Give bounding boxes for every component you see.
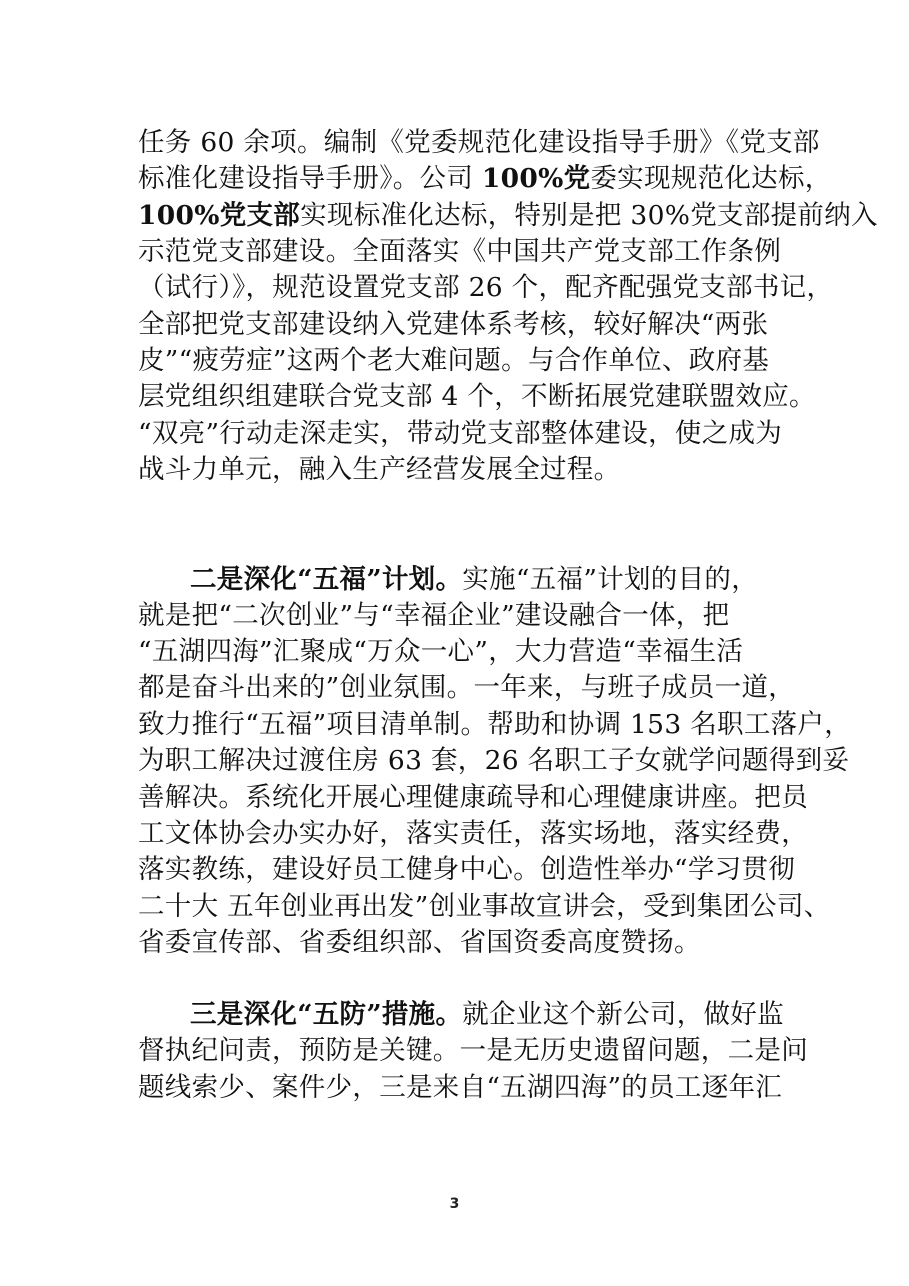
text-line <box>138 452 788 488</box>
text-run: （试行）》，规范设置党支部 26 个，配齐配强党支部书记， <box>138 272 834 303</box>
text-run: 示范党支部建设。全面落实《中国共产党支部工作条例 <box>138 236 782 267</box>
text-run: 督执纪问责，预防是关键。一是无历史遗留问题，二是问 <box>138 1035 808 1066</box>
text-run: 工文体协会办实办好，落实责任，落实场地，落实经费， <box>138 818 808 849</box>
text-line <box>138 198 878 234</box>
text-line <box>138 343 788 379</box>
text-line <box>138 1070 788 1106</box>
text-run: 战斗力单元，融入生产经营发展全过程。 <box>138 454 621 485</box>
text-run: 层党组织组建联合党支部 4 个，不断拓展党建联盟效应。 <box>138 381 816 412</box>
text-run: 全部把党支部建设纳入党建体系考核，较好解决“两张 <box>138 309 769 340</box>
text-line <box>138 925 788 961</box>
text-line <box>138 379 816 415</box>
text-run: 二十大 五年创业再出发”创业事故宣讲会，受到集团公司、 <box>138 891 831 922</box>
text-line <box>138 416 788 452</box>
text-run: 致力推行“五福”项目清单制。帮助和协调 153 名职工落户， <box>138 709 852 740</box>
text-run: 任务 60 余项。编制《党委规范化建设指导手册》《党支部 <box>138 127 820 158</box>
text-run: 皮”“疲劳症”这两个老大难问题。与合作单位、政府基 <box>138 345 770 376</box>
text-run: 实施“五福”计划的目的， <box>462 564 758 595</box>
paragraph-first-line <box>190 997 840 1033</box>
page-number: 3 <box>449 1196 460 1212</box>
bold-text: 100%党 <box>481 163 591 194</box>
text-line <box>138 743 850 779</box>
text-line <box>138 161 832 197</box>
paragraph-first-line <box>190 562 840 598</box>
text-run: “双亮”行动走深走实，带动党支部整体建设，使之成为 <box>138 418 783 449</box>
text-run: 就是把“二次创业”与“幸福企业”建设融合一体，把 <box>138 600 730 631</box>
text-line <box>138 780 808 816</box>
text-run: 善解决。系统化开展心理健康疏导和心理健康讲座。把员 <box>138 782 808 813</box>
text-run: 实现标准化达标，特别是把 30%党支部提前纳入 <box>300 200 878 231</box>
text-run: 为职工解决过渡住房 63 套，26 名职工子女就学问题得到妥 <box>138 745 850 776</box>
text-run: 就企业这个新公司，做好监 <box>462 999 784 1030</box>
text-line <box>138 307 788 343</box>
text-run: “五湖四海”汇聚成“万众一心”，大力营造“幸福生活 <box>138 636 744 667</box>
text-line <box>138 670 796 706</box>
text-line <box>138 598 788 634</box>
text-run: 题线索少、案件少，三是来自“五湖四海”的员工逐年汇 <box>138 1072 783 1103</box>
bold-text: 三是深化“五防”措施。 <box>190 999 463 1030</box>
text-line <box>138 270 834 306</box>
text-line <box>138 816 808 852</box>
text-line <box>138 234 788 270</box>
text-run: 落实教练，建设好员工健身中心。创造性举办“学习贯彻 <box>138 854 796 885</box>
text-run: 省委宣传部、省委组织部、省国资委高度赞扬。 <box>138 927 701 958</box>
text-line <box>138 1033 808 1069</box>
text-run: 标准化建设指导手册》。公司 <box>138 163 482 194</box>
text-line <box>138 852 796 888</box>
bold-text: 100%党支部 <box>138 200 301 231</box>
text-run: 都是奋斗出来的”创业氛围。一年来，与班子成员一道， <box>138 672 796 703</box>
text-line <box>138 707 852 743</box>
text-line <box>138 125 820 161</box>
text-line <box>138 634 788 670</box>
text-line <box>138 889 831 925</box>
text-run: 委实现规范化达标， <box>590 163 832 194</box>
bold-text: 二是深化“五福”计划。 <box>190 564 463 595</box>
